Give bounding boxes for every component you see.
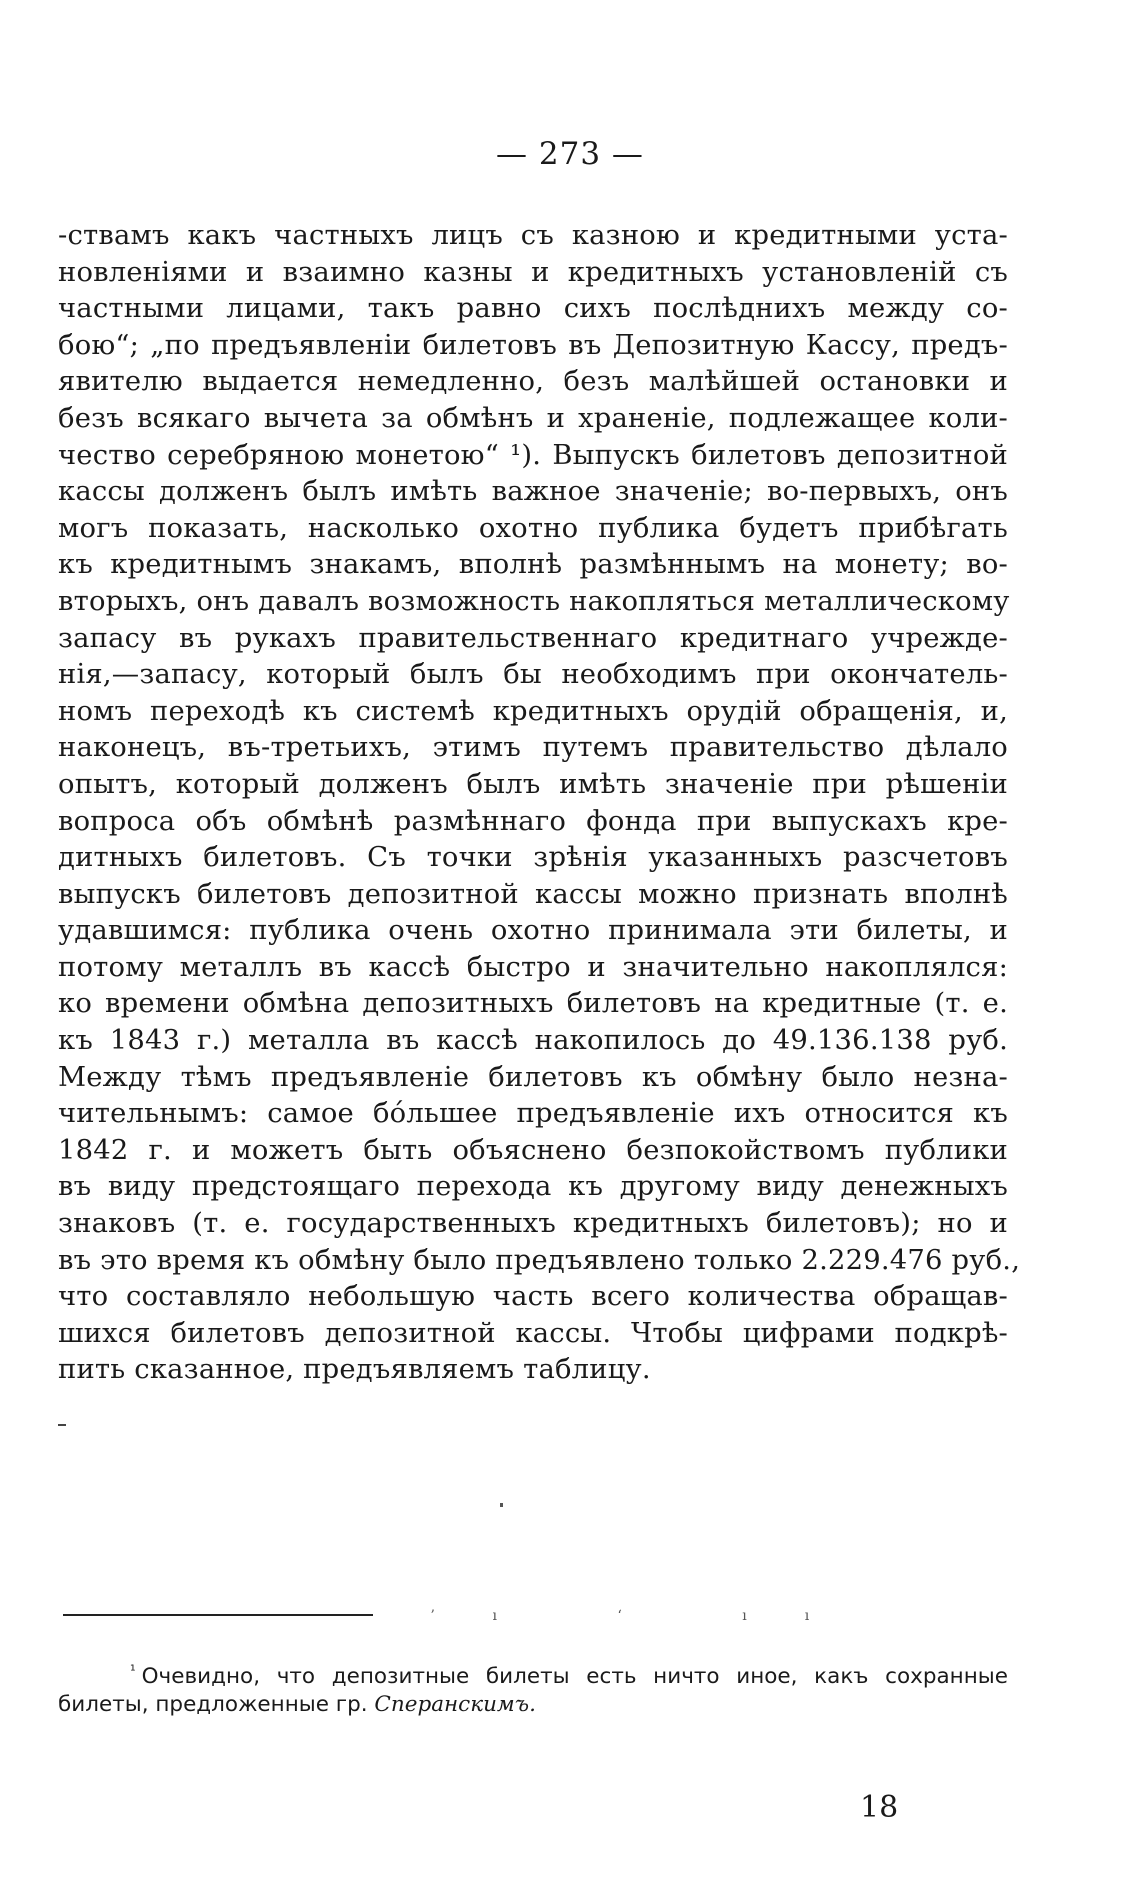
- text-line: запасу въ рукахъ правительственнаго кредитнаго учрежде-: [58, 622, 1008, 654]
- text-line: 1842 г. и можетъ быть объяснено безпокойствомъ публики: [58, 1134, 1008, 1166]
- text-line: безъ всякаго вычета за обмѣнъ и храненіе, подлежащее коли-: [58, 402, 1008, 434]
- footnote: [58, 1654, 1008, 1722]
- text-line: въ это время къ обмѣну было предъявлено только 2.229.476 руб.,: [58, 1244, 1021, 1276]
- footnote-separator: [63, 1614, 373, 1616]
- text-line: явителю выдается немедленно, безъ малѣйшей остановки и: [58, 366, 1008, 398]
- text-line: кассы долженъ былъ имѣть важное значеніе; во-первыхъ, онъ: [58, 476, 1008, 508]
- text-line: въ виду предстоящаго перехода къ другому виду денежныхъ: [58, 1171, 1008, 1203]
- text-line: чество серебряною монетою“ ¹). Выпускъ билетовъ депозитной: [58, 439, 1008, 471]
- text-line: пить сказанное, предъявляемъ таблицу.: [58, 1354, 651, 1386]
- text-line: частными лицами, такъ равно сихъ послѣднихъ между со-: [58, 293, 1008, 325]
- footnote-text: Очевидно, что депозитные билеты есть ничто иное, какъ сохранные: [141, 1664, 1008, 1690]
- text-line: бою“; „по предъявленіи билетовъ въ Депозитную Кассу, предъ-: [58, 329, 1008, 361]
- text-line: къ 1843 г.) металла въ кассѣ накопилось до 49.136.138 руб.: [58, 1025, 1008, 1057]
- text-line: могъ показать, насколько охотно публика будетъ прибѣгать: [58, 512, 1008, 544]
- stray-dot-mark: [500, 1503, 503, 1507]
- text-line: выпускъ билетовъ депозитной кассы можно признать вполнѣ: [58, 878, 1008, 910]
- footnote-line: [58, 1654, 1008, 1688]
- text-line: шихся билетовъ депозитной кассы. Чтобы цифрами подкрѣ-: [58, 1317, 1008, 1349]
- text-line: потому металлъ въ кассѣ быстро и значительно накоплялся:: [58, 951, 1008, 983]
- text-line: дитныхъ билетовъ. Съ точки зрѣнія указанныхъ разсчетовъ: [58, 842, 1008, 874]
- text-line: что составляло небольшую часть всего количества обращав-: [58, 1281, 1008, 1313]
- text-line: удавшимся: публика очень охотно принимала эти билеты, и: [58, 915, 1008, 947]
- text-line: наконецъ, въ-третьихъ, этимъ путемъ правительство дѣлало: [58, 732, 1008, 764]
- text-line: номъ переходѣ къ системѣ кредитныхъ орудій обращенія, и,: [58, 695, 1008, 727]
- text-line: чительнымъ: самое бóльшее предъявленіе ихъ относится къ: [58, 1098, 1008, 1130]
- text-line: знаковъ (т. е. государственныхъ кредитныхъ билетовъ); но и: [58, 1208, 1008, 1240]
- printer-signature-mark: 18: [860, 1790, 899, 1825]
- text-line: новленіями и взаимно казны и кредитныхъ установленій съ: [58, 256, 1008, 288]
- page-number: — 273 —: [496, 136, 644, 172]
- stray-ink-marks: ʼı ʻ ıı: [430, 1608, 868, 1624]
- footnote-text: билеты, предложенные гр.: [58, 1692, 375, 1717]
- text-line: къ кредитнымъ знакамъ, вполнѣ размѣннымъ на монету; во-: [58, 549, 1008, 581]
- footnote-author-name: Сперанскимъ.: [374, 1692, 536, 1717]
- text-line: вторыхъ, онъ давалъ возможность накопляться металлическому: [58, 585, 1010, 617]
- text-line: ко времени обмѣна депозитныхъ билетовъ на кредитные (т. е.: [58, 988, 1008, 1020]
- footnote-line: [58, 1688, 1008, 1722]
- text-line: -ствамъ какъ частныхъ лицъ съ казною и кредитными уста-: [58, 220, 1008, 251]
- text-line: нія,—запасу, который былъ бы необходимъ при окончатель-: [58, 659, 1008, 691]
- text-line: опытъ, который долженъ былъ имѣть значеніе при рѣшеніи: [58, 768, 1008, 800]
- text-line: вопроса объ обмѣнѣ размѣннаго фонда при выпускахъ кре-: [58, 805, 1008, 837]
- stray-dash-mark: [58, 1424, 66, 1426]
- footnote-marker: ¹: [130, 1663, 136, 1679]
- body-text: [58, 218, 1021, 1389]
- text-line: Между тѣмъ предъявленіе билетовъ къ обмѣну было незна-: [58, 1061, 1008, 1093]
